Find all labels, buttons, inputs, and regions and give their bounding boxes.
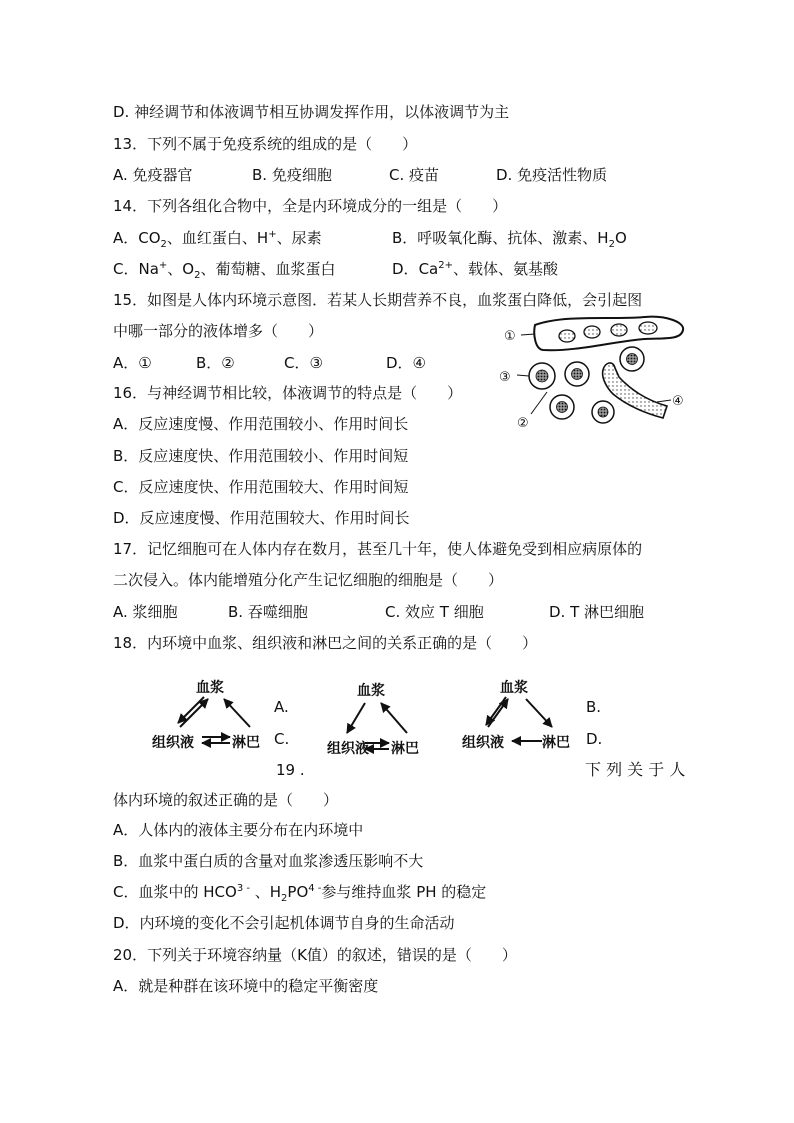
q17-option-b[interactable]: B. 吞噬细胞	[228, 603, 308, 621]
plasma-label: 血浆	[500, 680, 528, 696]
q18-option-c[interactable]: C.	[274, 730, 290, 748]
q19-stem-end: 体内环境的叙述正确的是（ ）	[113, 791, 339, 809]
q18-option-d[interactable]: D.	[586, 730, 603, 748]
q16-option-c[interactable]: C．反应速度快、作用范围较大、作用时间短	[113, 478, 409, 496]
q15-option-b[interactable]: B．②	[196, 354, 235, 372]
q15-option-c[interactable]: C．③	[284, 354, 323, 372]
q19-option-d[interactable]: D．内环境的变化不会引起机体调节自身的生命活动	[113, 914, 455, 932]
q14-stem: 14．下列各组化合物中，全是内环境成分的一组是（ ）	[113, 197, 508, 215]
label-2: ②	[517, 416, 529, 431]
q19-option-a[interactable]: A．人体内的液体主要分布在内环境中	[113, 821, 364, 839]
q16-option-a[interactable]: A．反应速度慢、作用范围较小、作用时间长	[113, 415, 409, 433]
q20-option-a[interactable]: A．就是种群在该环境中的稳定平衡密度	[113, 977, 379, 995]
q17-stem-line1: 17．记忆细胞可在人体内存在数月，甚至几十年，使人体避免受到相应病原体的	[113, 540, 643, 558]
internal-environment-figure	[495, 312, 695, 437]
red-blood-cell	[611, 324, 627, 336]
q17-option-a[interactable]: A. 浆细胞	[113, 603, 178, 621]
q18-option-a[interactable]: A.	[274, 698, 289, 716]
red-blood-cell	[639, 322, 657, 334]
q15-option-d[interactable]: D．④	[386, 354, 426, 372]
label-4: ④	[672, 394, 684, 409]
q17-option-d[interactable]: D. T 淋巴细胞	[549, 603, 645, 621]
q17-option-c[interactable]: C. 效应 T 细胞	[385, 603, 484, 621]
q12-option-d: D. 神经调节和体液调节相互协调发挥作用，以体液调节为主	[113, 103, 510, 121]
q17-stem-line2: 二次侵入。体内能增殖分化产生记忆细胞的细胞是（ ）	[113, 571, 504, 589]
q14-option-c[interactable]: C．Na+、$O_2$、葡萄糖、血浆蛋白	[113, 260, 336, 281]
tissue-fluid-label: 组织液	[152, 735, 194, 751]
q18-diagram-c[interactable]	[325, 677, 425, 762]
tissue-fluid-label: 组织液	[327, 741, 369, 757]
q14-option-d[interactable]: D．$Ca^{2+}$、载体、氨基酸	[392, 260, 558, 278]
lymph-label: 淋巴	[232, 735, 260, 751]
q16-option-d[interactable]: D．反应速度慢、作用范围较大、作用时间长	[113, 509, 410, 527]
q15-stem-line1: 15．如图是人体内环境示意图．若某人长期营养不良，血浆蛋白降低，会引起图	[113, 291, 643, 309]
q16-option-b[interactable]: B．反应速度快、作用范围较小、作用时间短	[113, 447, 409, 465]
q14-option-a[interactable]: A．$CO_2$、血红蛋白、H+、尿素	[113, 229, 322, 250]
q19-option-b[interactable]: B．血浆中蛋白质的含量对血浆渗透压影响不大	[113, 852, 424, 870]
q18-stem: 18．内环境中血浆、组织液和淋巴之间的关系正确的是（ ）	[113, 634, 538, 652]
q20-stem: 20．下列关于环境容纳量（K值）的叙述，错误的是（ ）	[113, 946, 517, 964]
lymph-label: 淋巴	[542, 735, 570, 751]
q13-option-a[interactable]: A. 免疫器官	[113, 166, 193, 184]
q18-diagram-b[interactable]	[460, 673, 580, 758]
plasma-label: 血浆	[357, 683, 385, 699]
q18-diagram-a[interactable]	[150, 675, 270, 760]
capillary	[534, 317, 683, 351]
plasma-label: 血浆	[196, 680, 224, 696]
q13-option-b[interactable]: B. 免疫细胞	[252, 166, 332, 184]
lymph-label: 淋巴	[391, 741, 419, 757]
label-3: ③	[499, 370, 511, 385]
q19-option-c[interactable]: C．血浆中的 $HCO^{3 -}$ 、$H_2PO^{4 -}$参与维持血浆 PH 的稳定	[113, 883, 487, 904]
q15-option-a[interactable]: A．①	[113, 354, 152, 372]
red-blood-cell	[559, 330, 575, 342]
q13-option-d[interactable]: D. 免疫活性物质	[496, 166, 608, 184]
label-1: ①	[504, 329, 516, 344]
q14-option-b[interactable]: B．呼吸氧化酶、抗体、激素、$H_2O$	[392, 229, 627, 250]
q15-stem-line2: 中哪一部分的液体增多（ ）	[113, 322, 324, 340]
q19-number: 19 .	[276, 761, 305, 779]
q13-stem: 13．下列不属于免疫系统的组成的是（ ）	[113, 135, 418, 153]
q16-stem: 16．与神经调节相比较，体液调节的特点是（ ）	[113, 384, 463, 402]
q18-option-b[interactable]: B.	[586, 698, 602, 716]
red-blood-cell	[584, 326, 600, 338]
q13-option-c[interactable]: C. 疫苗	[389, 166, 440, 184]
q19-stem-start: 下 列 关 于 人	[585, 760, 686, 779]
tissue-fluid-label: 组织液	[462, 735, 504, 751]
